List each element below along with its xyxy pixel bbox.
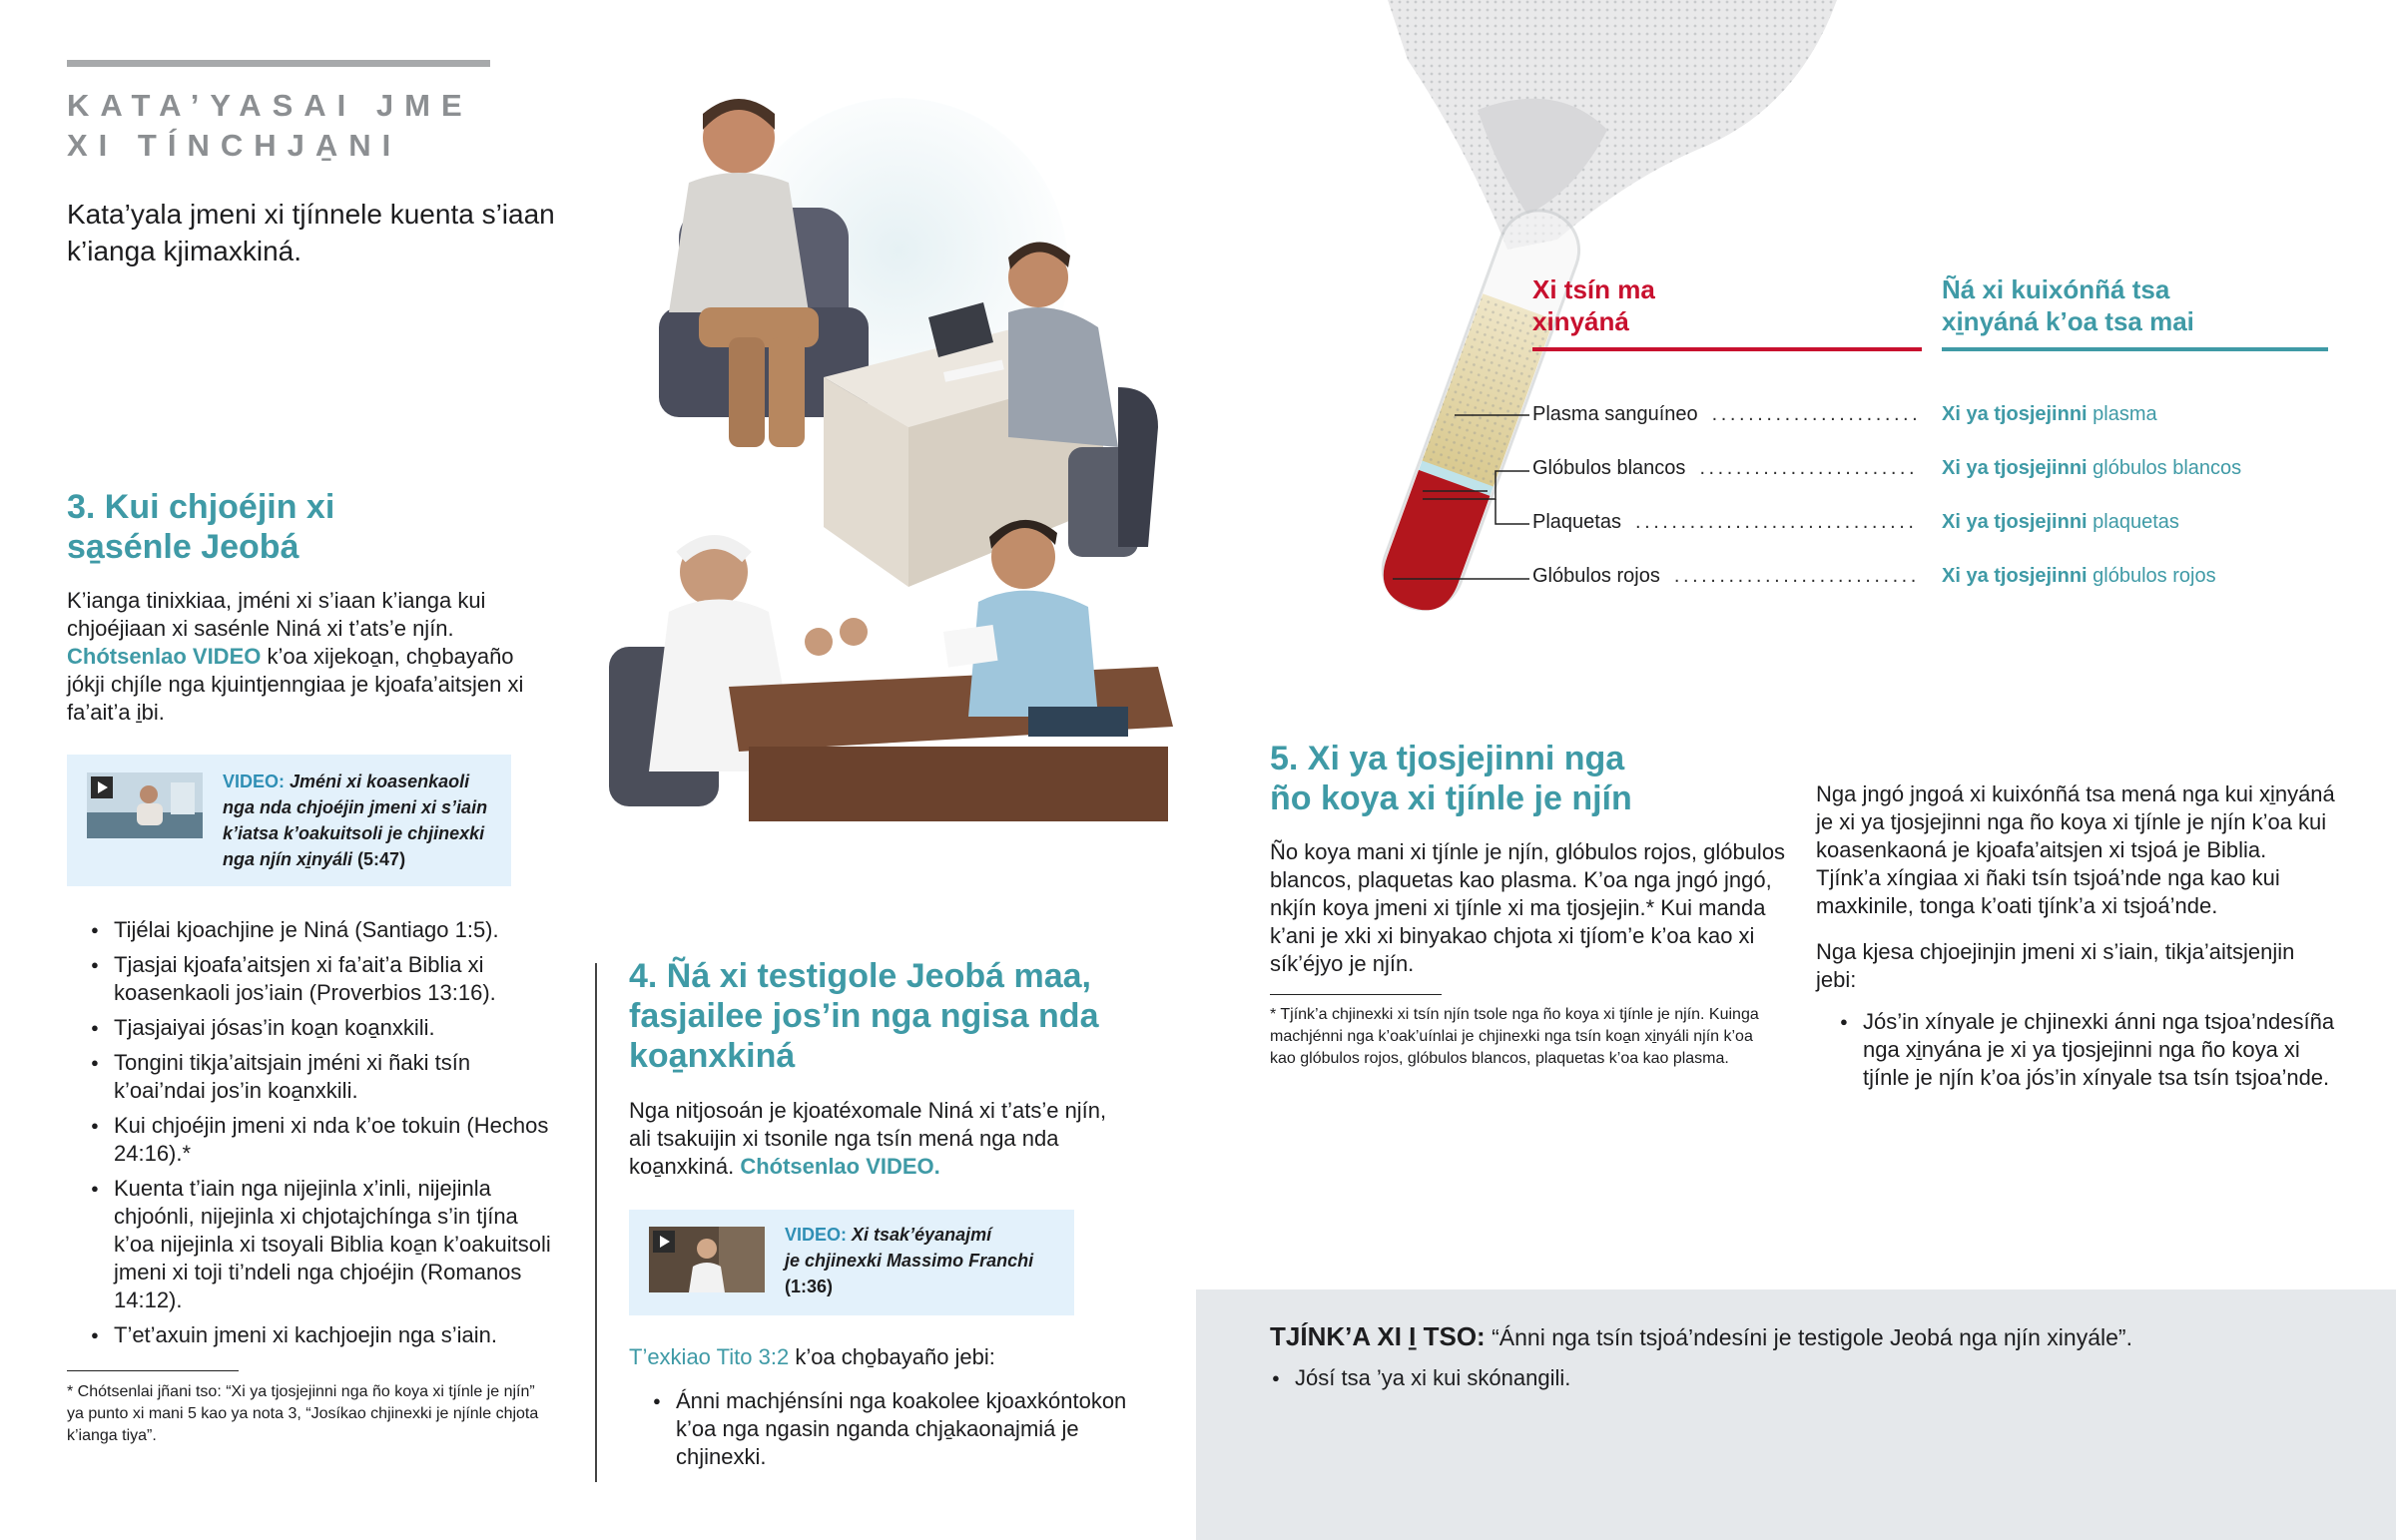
list-item: ● Tjasjaiyai jósas’in koa̱n koa̱nxkili. [67,1014,556,1042]
component-name: Glóbulos rojos [1532,565,1660,587]
table-header-left-line-2: xinyáná [1532,306,1629,336]
video-label-2: VIDEO: [785,1225,848,1245]
section-5-title [1270,739,1789,818]
component-name: Plaquetas [1532,511,1621,533]
list-item: ● Kuenta t’iain nga nijejinla x’inli, nijejinla chjoónli, nijejinla xi chjotajchínga s’in tjína k’oa nijejinla xi tsoyali Biblia koa̱n k’oakuitsoli jmeni xi toji ti’ndeli nga chjoéjin (Romanos 14:12). [67,1175,556,1314]
column-divider [595,963,597,1482]
summary-line [1270,1321,2368,1352]
section-3-title-line-1: 3. Kui chjoéjin xi [67,488,335,526]
summary-bullets [1248,1364,2346,1399]
video-thumbnail-2[interactable] [649,1227,765,1292]
fraction-name: glóbulos blancos [2093,457,2242,479]
summary-text: “Ánni nga tsín tsjoá’ndesíni je testigole Jeobá nga njín xinyále”. [1492,1324,2132,1350]
video-label: VIDEO: [223,771,286,791]
leader-dots [1674,563,1918,589]
table-header-right-line-1: Ñá xi kuixónñá tsa [1942,274,2170,304]
footnote-rule-2 [1270,994,1442,995]
table-row [1532,509,2331,535]
table-row [1532,401,2331,427]
table-row [1532,563,2331,589]
list-item: ● T’et’axuin jmeni xi kachjoejin nga s’iain. [67,1321,556,1349]
fraction-prefix: Xi ya tjosjejinni [1942,511,2088,533]
read-instruction-text: k’oa cho̱bayaño jebi: [795,1344,995,1369]
video-thumbnail[interactable] [87,772,203,838]
section-5-footnote: * Tjínk’a chjinexki xi tsín njín tsole nga ño koya xi tjínle je njín. Kuinga machjénni nga k’oak’uínlai je chjinexki nga tsín koa̱n xi̱nyáli njín k’oa kao glóbulos rojos, glóbulos blancos, plaquetas k’oa kao plasma. [1270,1006,1759,1067]
section-4-title [629,956,1148,1076]
video-duration-2: (1:36) [785,1277,834,1296]
video-link-2[interactable]: Chótsenlao VIDEO. [740,1154,940,1179]
table-header-left [1532,273,1922,351]
footnote-rule [67,1370,239,1371]
decision-illustration [599,88,1178,836]
scripture-link[interactable]: T’exkiao Tito 3:2 [629,1344,790,1369]
section-5-title-line-1: 5. Xi ya tjosjejinni nga [1270,740,1625,777]
leader-dots [1712,401,1918,427]
table-header-right-line-2: xi̱nyáná k’oa tsa mai [1942,306,2194,336]
section-4-body-text: Nga nitjosoán je kjoatéxomale Niná xi t’ats’e njín, ali tsakuijin xi tsonile nga tsín mená nga nda koa̱nxkiná. [629,1098,1107,1179]
section-4-body [629,1097,1133,1181]
play-icon[interactable] [653,1231,675,1253]
section-3-body [67,587,536,727]
video-caption-1 [223,769,492,872]
list-item: ● Tongini tikja’aitsjain jméni xi ñaki tsín k’oai’ndai jos’in koa̱nxkili. [67,1049,556,1105]
section-kicker [67,86,546,166]
list-item: ● Tjasjai kjoafa’aitsjen xi fa’ait’a Biblia xi koasenkaoli jos’iain (Proverbios 13:16). [67,951,556,1007]
video-link[interactable]: Chótsenlao VIDEO [67,644,262,669]
section-4-bullets [629,1387,1128,1478]
list-item: ● Ánni machjénsíni nga koakolee kjoaxkóntokon k’oa nga ngasin nganda chja̱kaonajmiá je chjinexki. [629,1387,1128,1471]
table-row [1532,455,2331,481]
fraction-prefix: Xi ya tjosjejinni [1942,403,2088,425]
list-item: ● Jósí tsa ’ya xi kui skónangili. [1248,1364,2346,1392]
table-header-right [1942,273,2328,351]
section-4-title-line-2: fasjailee jos’in nga ngisa nda [629,997,1099,1035]
read-instruction [629,1343,1128,1371]
top-rule [67,60,490,67]
fraction-name: glóbulos rojos [2093,565,2216,587]
video-caption-2 [785,1222,1064,1299]
video-card-1[interactable] [67,755,511,886]
play-icon[interactable] [91,776,113,798]
video-card-2[interactable] [629,1210,1074,1315]
summary-label: TJÍNK’A XI I̱ TSO: [1270,1321,1486,1351]
section-4-title-line-1: 4. Ñá xi testigole Jeobá maa, [629,957,1091,995]
section-3-footnote: * Chótsenlai jñani tso: “Xi ya tjosjejinni nga ño koya xi tjínle je njín” ya punto xi mani 5 kao ya nota 3, “Josíkao chjinexki je njínle chjota k’ianga tiya”. [67,1383,539,1444]
table-header-right-rule [1942,347,2328,351]
section-3-bullets [67,916,556,1356]
section-3-title-line-2: sa̱sénle Jeobá [67,528,300,566]
kicker-line-1: KATA’YASAI JME [67,88,473,123]
leader-dots [1635,509,1918,535]
section-5-right-paragraph-2: Nga kjesa chjoejinjin jmeni xi s’iain, tikja’aitsjenjin jebi: [1816,939,2295,992]
video-title: Jméni xi koasenkaoli nga nda chjoéjin jmeni xi s’iain k’iatsa k’oakuitsoli je chjinexki nga njín xi̱nyáli [223,771,488,869]
list-item: ● Jós’in xínyale je chjinexki ánni nga tsjoa’ndesíña nga xi̱nyána je xi ya tjosjejinni nga ño koya xi tjínle je njín k’oa jós’in xínyale tsa tsín tsjoa’nde. [1816,1008,2335,1092]
video-title-line-1: Xi tsak’éyanajmí [852,1225,992,1245]
list-item: ● Kui chjoéjin jmeni xi nda k’oe tokuin (Hechos 24:16).* [67,1112,556,1168]
leader-dots [1699,455,1918,481]
section-5-bullets [1816,1008,2335,1099]
blood-table [1532,401,2331,589]
section-3-body-text: K’ianga tinixkiaa, jméni xi s’iaan k’ianga kui chjoéjiaan xi sasénle Niná xi t’ats’e njín. [67,588,486,641]
video-title-line-2: je chjinexki Massimo Franchi [785,1251,1034,1271]
component-name: Glóbulos blancos [1532,457,1686,479]
table-header-left-rule [1532,347,1922,351]
video-duration: (5:47) [357,849,406,869]
platelets-pointer [1496,499,1529,524]
section-3-title [67,487,546,567]
fraction-name: plaquetas [2093,511,2179,533]
section-4-title-line-3: koa̱nxkiná [629,1037,796,1075]
list-item: ● Tijélai kjoachjine je Niná (Santiago 1:5). [67,916,556,944]
section-5-title-line-2: ño koya xi tjínle je njín [1270,779,1632,817]
section-3-body-text-2: k’oa xijekoa̱n, cho̱bayaño jókji chjíle nga kjuintjenngiaa je kjoafa’aitsjen xi fa’ait’a i̱bi. [67,644,524,725]
fraction-prefix: Xi ya tjosjejinni [1942,565,2088,587]
kicker-line-2: XI TÍNCHJA̱NI [67,128,402,163]
section-5-right-paragraph-1: Nga jngó jngoá xi kuixónñá tsa mená nga kui xi̱nyáná je xi ya tjosjejinni nga ño koya xi tjínle je njín k’oa kui koasenkaoná je kjoafa’aitsjen xi tsjoá je Biblia. Tjínk’a xíngiaa xi ñaki tsín tsjoá’nde nga kao kui maxkinile, tonga k’oati tjínk’a xi tsjoá’nde. [1816,781,2335,918]
table-header-left-line-1: Xi tsín ma [1532,274,1655,304]
fraction-prefix: Xi ya tjosjejinni [1942,457,2088,479]
fraction-name: plasma [2093,403,2157,425]
component-name: Plasma sanguíneo [1532,403,1698,425]
section-5-body: Ño koya mani xi tjínle je njín, glóbulos rojos, glóbulos blancos, plaquetas kao plasma. K’oa nga jngó jngó, nkjín koya jmeni xi tjínle xi ma tjosjejin.* Kui manda k’ani je xki xi binyakao chjota xi tjíom’e k’oa kao xi sík’éjyo je njín. [1270,839,1786,976]
intro-text: Kata’yala jmeni xi tjínnele kuenta s’iaan k’ianga kjimaxkiná. [67,199,555,266]
